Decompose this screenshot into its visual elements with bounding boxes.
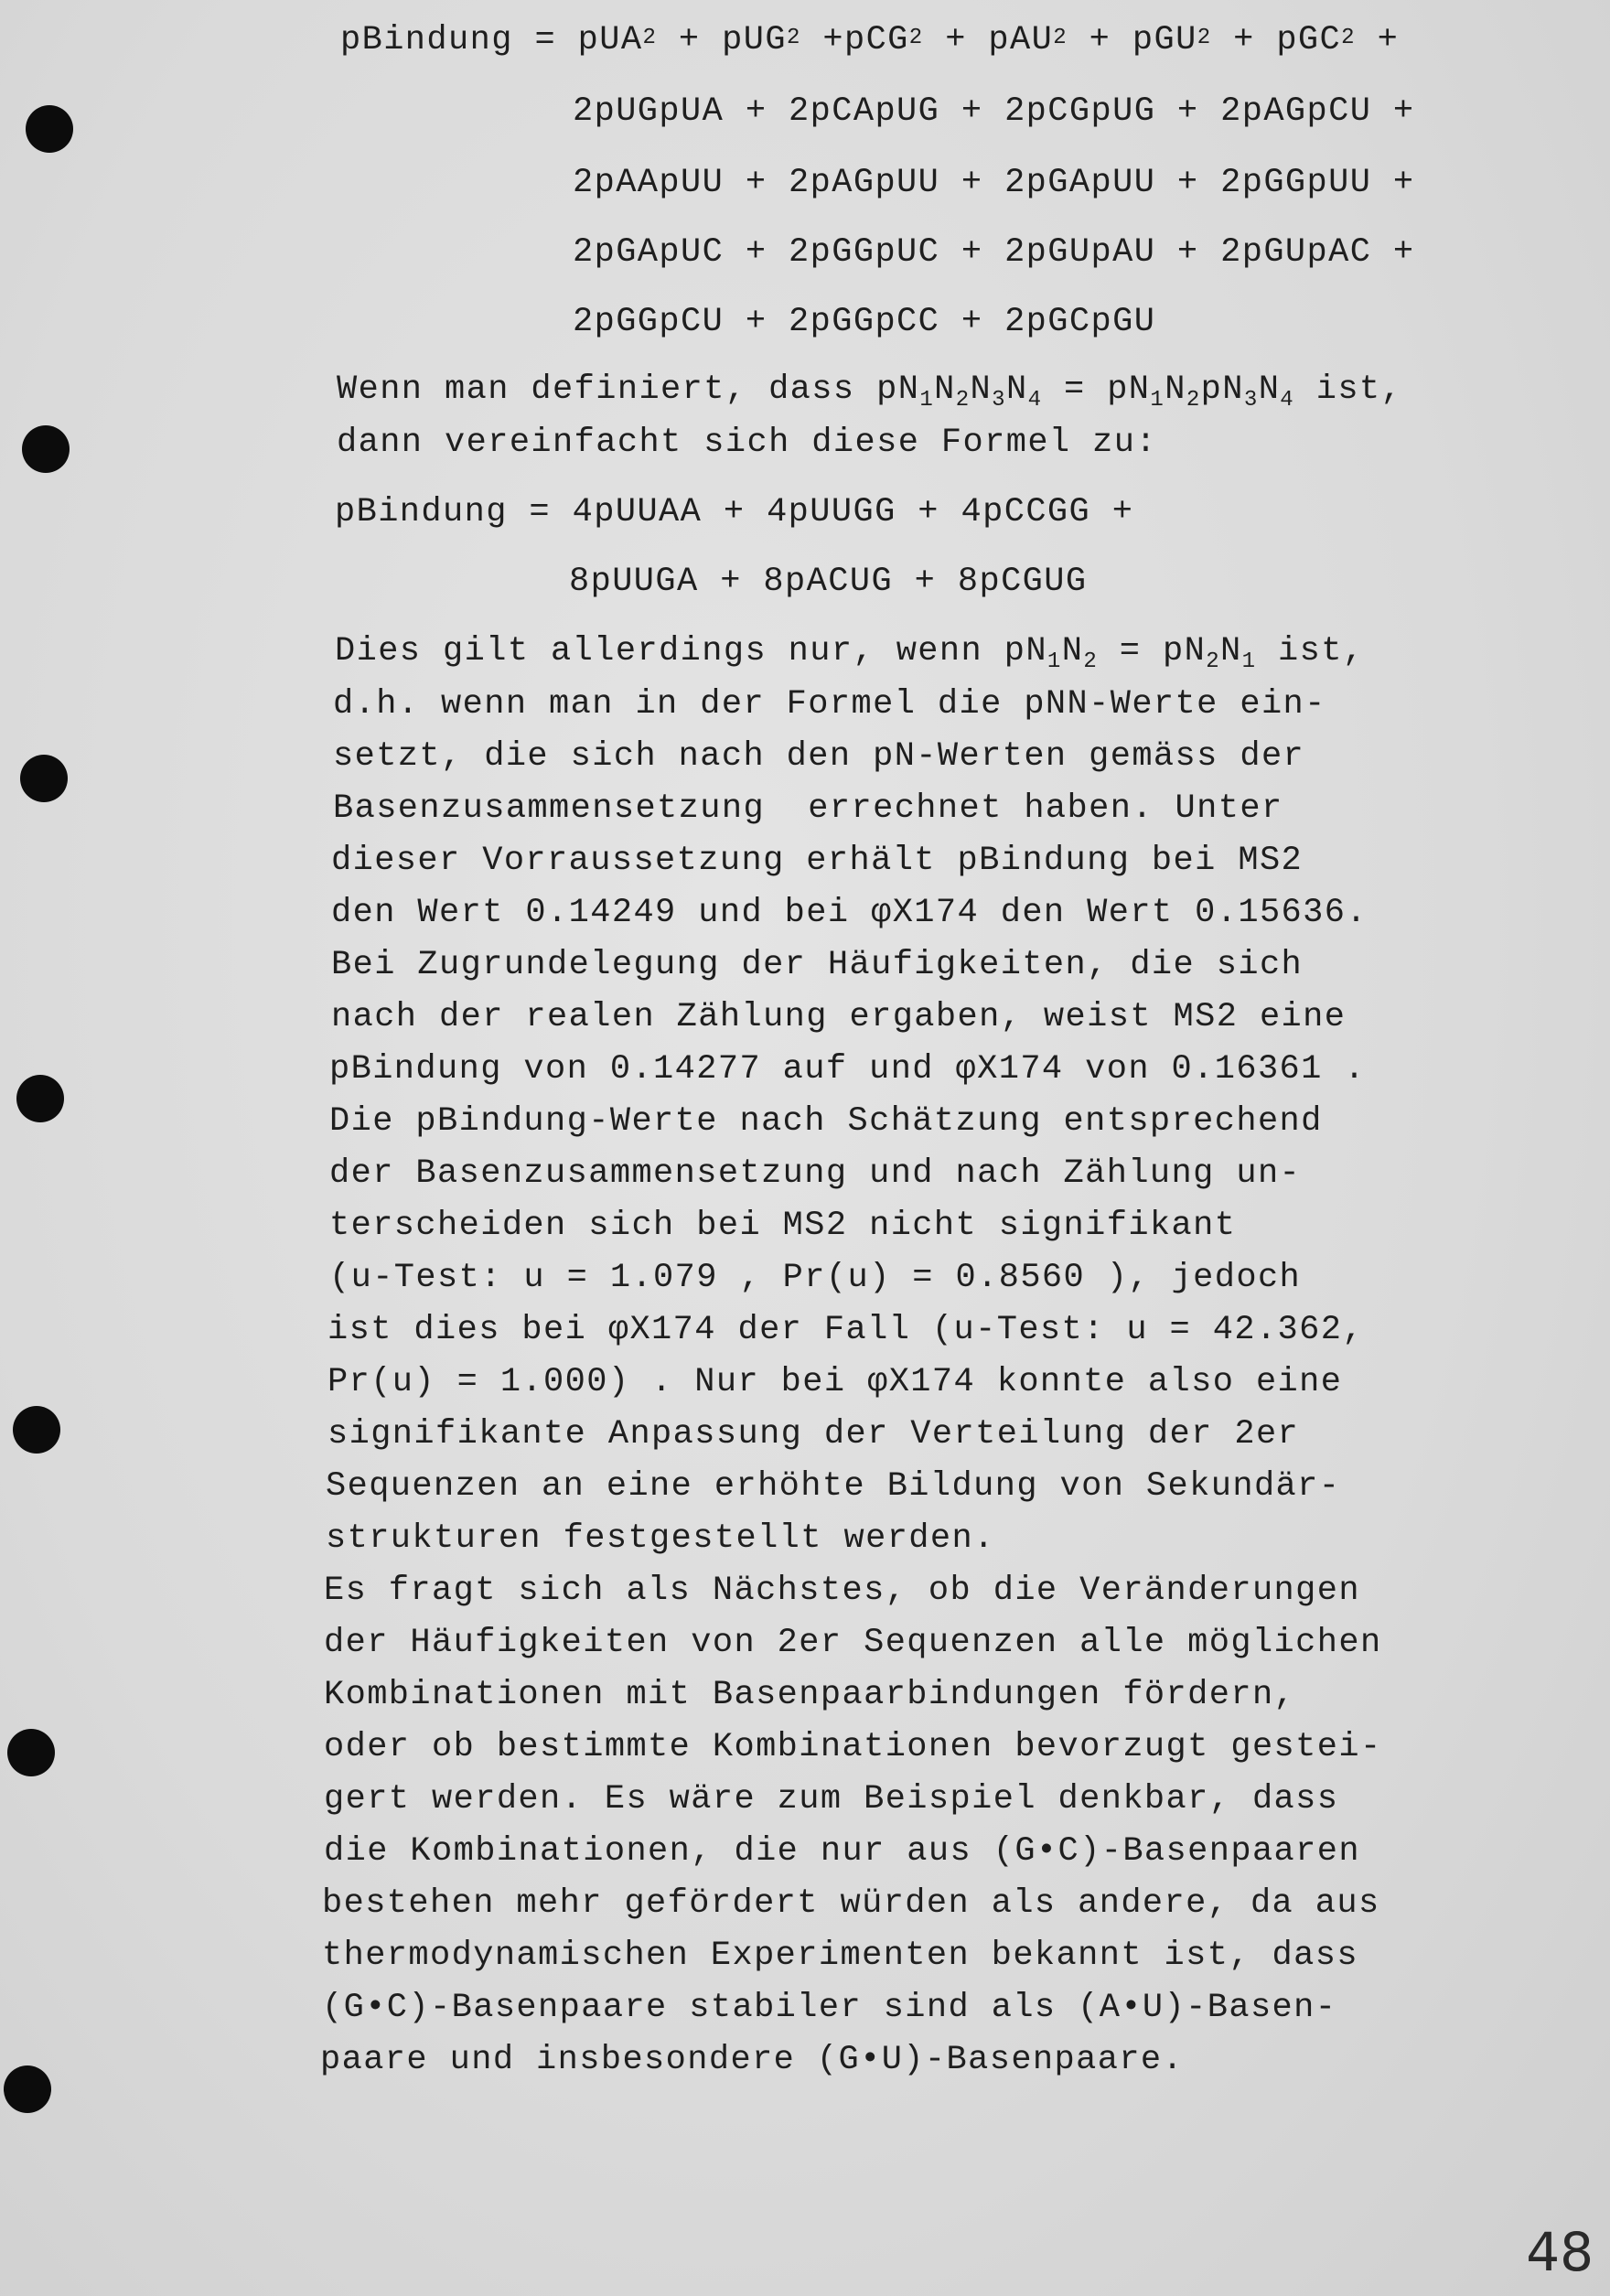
paragraph-line: signifikante Anpassung der Verteilung der 2er (327, 1415, 1300, 1454)
paragraph-line: paare und insbesondere (G•U)-Basenpaare. (320, 2041, 1185, 2079)
paragraph-line: Pr(u) = 1.000) . Nur bei φX174 konnte also eine (327, 1363, 1343, 1401)
paragraph-line: terscheiden sich bei MS2 nicht signifikant (329, 1207, 1237, 1245)
paragraph-line: Die pBindung-Werte nach Schätzung entsprechend (329, 1102, 1323, 1141)
page-number: 48 (1526, 2221, 1594, 2283)
paragraph-line: der Basenzusammensetzung und nach Zählung un- (329, 1154, 1302, 1193)
paragraph-line: Sequenzen an eine erhöhte Bildung von Sekundär- (326, 1467, 1341, 1506)
paragraph-line: d.h. wenn man in der Formel die pNN-Werte ein- (333, 685, 1326, 724)
punch-hole (26, 105, 73, 153)
paragraph-line: Kombinationen mit Basenpaarbindungen fördern, (324, 1676, 1296, 1714)
paragraph-line: Bei Zugrundelegung der Häufigkeiten, die sich (331, 946, 1304, 984)
paragraph-line: strukturen festgestellt werden. (326, 1519, 995, 1558)
paragraph-line: ist dies bei φX174 der Fall (u-Test: u = 42.362, (327, 1311, 1364, 1349)
formula-line: 2pUGpUA + 2pCApUG + 2pCGpUG + 2pAGpCU + (573, 92, 1415, 131)
punch-hole (22, 425, 70, 473)
paragraph-line: den Wert 0.14249 und bei φX174 den Wert 0.15636. (331, 894, 1368, 932)
paragraph-line: (u-Test: u = 1.079 , Pr(u) = 0.8560 ), jedoch (329, 1259, 1302, 1297)
formula-line: pBindung = 4pUUAA + 4pUUGG + 4pCCGG + (335, 493, 1134, 531)
definition-line: Wenn man definiert, dass $pN_1N_2N_3N_4 = pN_1N_2pN_3N_4$ ist, (337, 370, 1403, 413)
punch-hole (4, 2065, 51, 2113)
paragraph-line: gert werden. Es wäre zum Beispiel denkbar, dass (324, 1780, 1339, 1819)
punch-hole (16, 1075, 64, 1122)
paragraph-line: der Häufigkeiten von 2er Sequenzen alle möglichen (324, 1624, 1382, 1662)
definition-line: dann vereinfacht sich diese Formel zu: (337, 424, 1157, 462)
paragraph-line: setzt, die sich nach den pN-Werten gemäss der (333, 737, 1305, 776)
paragraph-line: dieser Vorraussetzung erhält pBindung bei MS2 (331, 842, 1304, 880)
paragraph-line: nach der realen Zählung ergaben, weist MS2 eine (331, 998, 1347, 1036)
paragraph-line: Basenzusammensetzung errechnet haben. Unter (333, 789, 1283, 828)
paragraph-line: thermodynamischen Experimenten bekannt ist, dass (322, 1937, 1358, 1975)
formula-line: 2pGApUC + 2pGGpUC + 2pGUpAU + 2pGUpAC + (573, 233, 1415, 272)
formula-line: pBindung = pUA$^2$ + pUG$^2$ +pCG$^2$ + pAU$^2$ + pGU$^2$ + pGC$^2$ + (340, 21, 1400, 59)
paragraph-line: (G•C)-Basenpaare stabiler sind als (A•U)-Basen- (322, 1989, 1337, 2027)
punch-hole (13, 1406, 60, 1454)
paragraph-line: oder ob bestimmte Kombinationen bevorzugt gestei- (324, 1728, 1382, 1766)
punch-hole (20, 755, 68, 802)
formula-line: 2pGGpCU + 2pGGpCC + 2pGCpGU (573, 303, 1156, 341)
formula-line: 8pUUGA + 8pACUG + 8pCGUG (569, 563, 1088, 601)
paragraph-line: Dies gilt allerdings nur, wenn $pN_1N_2 = pN_2N_1$ ist, (335, 632, 1365, 674)
paragraph-line: bestehen mehr gefördert würden als andere, da aus (322, 1884, 1380, 1923)
paragraph-line: pBindung von 0.14277 auf und φX174 von 0.16361 . (329, 1050, 1366, 1089)
paragraph-line: Es fragt sich als Nächstes, ob die Veränderungen (324, 1572, 1360, 1610)
formula-line: 2pAApUU + 2pAGpUU + 2pGApUU + 2pGGpUU + (573, 164, 1415, 202)
punch-hole (7, 1729, 55, 1776)
paragraph-line: die Kombinationen, die nur aus (G•C)-Basenpaaren (324, 1832, 1360, 1871)
